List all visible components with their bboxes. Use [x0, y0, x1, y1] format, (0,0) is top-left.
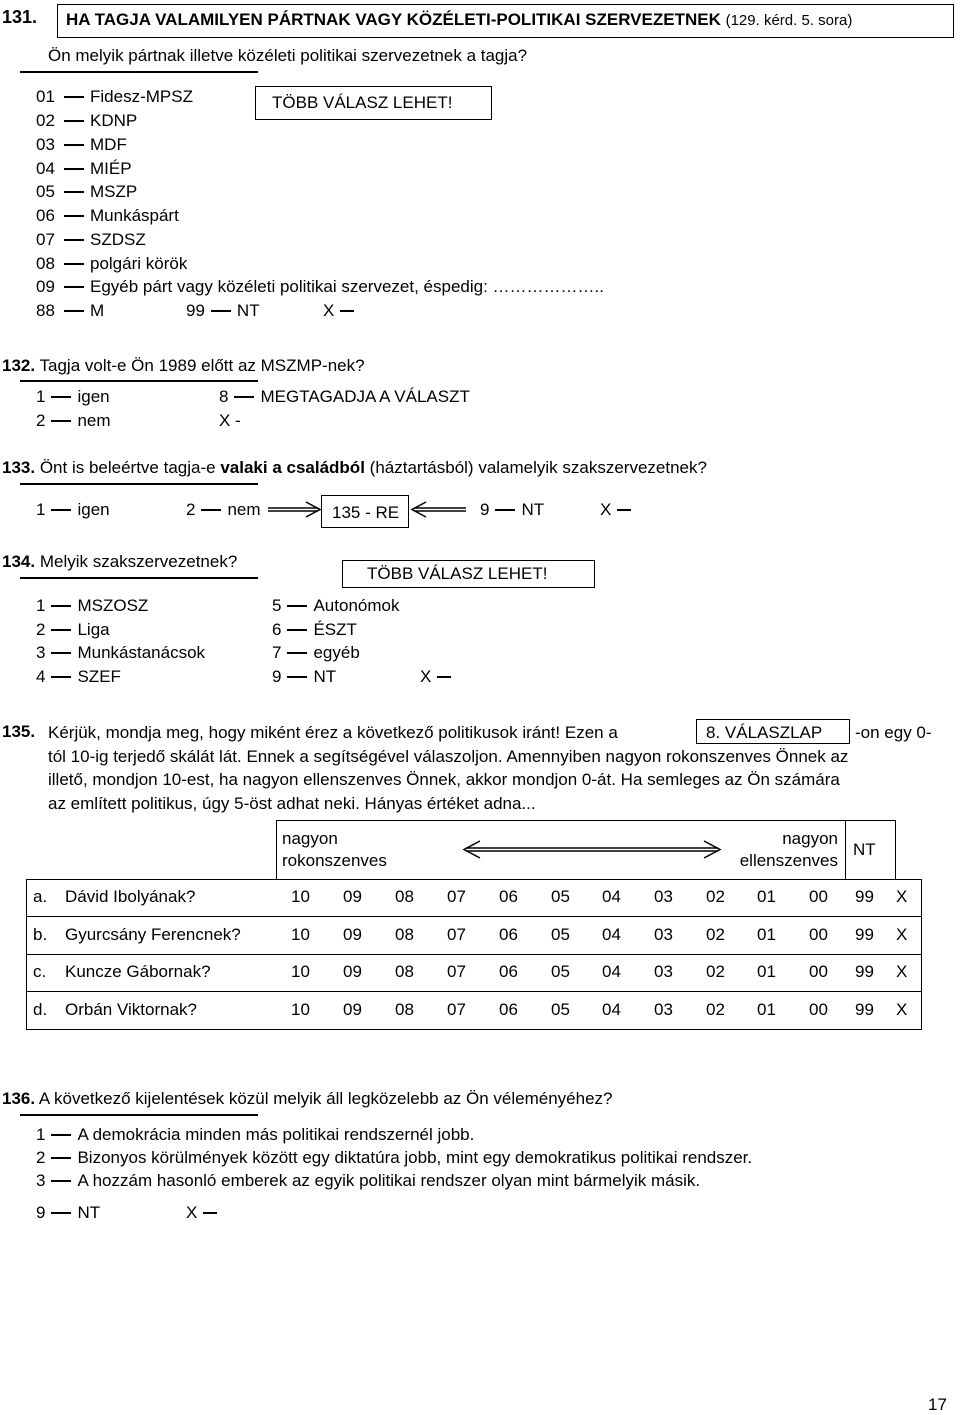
q135-scale-option[interactable]: 02 [706, 962, 725, 981]
q132-option-igen[interactable]: 1 igen [36, 387, 110, 406]
q135-scale-option[interactable]: 05 [551, 887, 570, 906]
q135-scale-option[interactable]: 00 [809, 887, 828, 906]
q131-multi-note: TÖBB VÁLASZ LEHET! [272, 93, 453, 112]
q132-option-nem[interactable]: 2 nem [36, 411, 111, 430]
q135-nt-option[interactable]: 99 [855, 925, 874, 944]
q135-scale-option[interactable]: 03 [654, 925, 673, 944]
q132-question: Tagja volt-e Ön 1989 előtt az MSZMP-nek? [39, 356, 365, 375]
q135-scale-option[interactable]: 05 [551, 1000, 570, 1019]
q135-scale-option[interactable]: 04 [602, 925, 621, 944]
q133-option-nem[interactable]: 2 nem [186, 500, 261, 519]
q136-option-nt[interactable]: 9 NT [36, 1203, 101, 1222]
q135-scale-option[interactable]: 09 [343, 1000, 362, 1019]
q135-x-option[interactable]: X [896, 925, 908, 944]
q135-scale-option[interactable]: 06 [499, 962, 518, 981]
q135-scale-option[interactable]: 08 [395, 1000, 414, 1019]
q134-number: 134. [2, 552, 36, 571]
q135-scale-option[interactable]: 10 [291, 1000, 310, 1019]
q135-scale-option[interactable]: 10 [291, 962, 310, 981]
q135-scale-option[interactable]: 06 [499, 1000, 518, 1019]
q131-option[interactable]: 04 MIÉP [36, 159, 132, 178]
q135-scale-option[interactable]: 01 [757, 887, 776, 906]
arrow-left-icon [410, 500, 466, 520]
q131-option-x[interactable]: X [323, 301, 360, 321]
q136-option[interactable]: 2 Bizonyos körülmények között egy diktatúra jobb, mint egy demokratikus politikai rendszer. [36, 1148, 753, 1167]
q134-option[interactable]: 1 MSZOSZ [36, 596, 149, 615]
q131-title-ref: (129. kérd. 5. sora) [725, 12, 853, 29]
q135-scale-option[interactable]: 07 [447, 962, 466, 981]
q133-underline [20, 483, 258, 485]
q134-line [2, 552, 237, 572]
q135-scale-option[interactable]: 03 [654, 1000, 673, 1019]
q132-option-refuse[interactable]: 8 MEGTAGADJA A VÁLASZT [219, 387, 470, 406]
q136-option[interactable]: 1 A demokrácia minden más politikai rendszernél jobb. [36, 1125, 475, 1144]
q132-line [2, 356, 365, 376]
q131-option[interactable]: 01 Fidesz-MPSZ [36, 87, 193, 106]
q131-option[interactable]: 06 Munkáspárt [36, 206, 179, 225]
q131-option[interactable]: 05 MSZP [36, 182, 138, 201]
q133-number: 133. [2, 458, 36, 477]
q135-scale-option[interactable]: 04 [602, 962, 621, 981]
q134-option[interactable]: 6 ÉSZT [272, 620, 357, 639]
q135-row-name: Dávid Ibolyának? [65, 887, 196, 906]
q131-option[interactable]: 07 SZDSZ [36, 230, 146, 249]
q134-option-x[interactable]: X [420, 667, 457, 687]
q135-nt-header: NT [853, 840, 876, 859]
q131-option[interactable]: 03 MDF [36, 135, 127, 154]
q135-row-letter: b. [33, 925, 48, 944]
q135-scale-option[interactable]: 07 [447, 925, 466, 944]
q135-x-option[interactable]: X [896, 962, 908, 981]
q133-line: 133. Önt is beleértve tagja-e valaki a családból (háztartásból) valamelyik szakszervezetnek? [2, 458, 707, 477]
q135-scale-option[interactable]: 05 [551, 925, 570, 944]
q131-title-bold: HA TAGJA VALAMILYEN PÁRTNAK VAGY KÖZÉLETI-POLITIKAI SZERVEZETNEK [66, 10, 721, 29]
q136-number: 136. [2, 1089, 36, 1108]
q135-row-letter: c. [33, 962, 47, 981]
q135-scale-option[interactable]: 05 [551, 962, 570, 981]
q131-option[interactable]: 09 Egyéb párt vagy közéleti politikai szervezet, éspedig: ……………….. [36, 277, 604, 296]
q134-question: Melyik szakszervezetnek? [39, 552, 238, 571]
q135-row-name: Orbán Viktornak? [65, 1000, 197, 1019]
q135-card-label: 8. VÁLASZLAP [706, 723, 823, 742]
q132-number: 132. [2, 356, 36, 375]
q135-instructions: Kérjük, mondja meg, hogy miként érez a következő politikusok iránt! Ezen a 8. VÁLASZLAP -on egy 0- tól 10-ig terjedő skálát lát. Ennek a segítségével válaszoljon. Amennyiben nagyon rokonszenves Önnek az illető, mondjon 10-est, ha nagyon ellenszenves Önnek, akkor mondjon 0-át. Ha semleges az Ön számára az említett politikus, úgy 5-öst adhat neki. Hányas értéket adna... [48, 721, 948, 815]
q135-scale-option[interactable]: 07 [447, 1000, 466, 1019]
q132-underline [20, 380, 258, 382]
q135-scale-left-label: nagyon rokonszenves [282, 829, 387, 870]
q133-option-x[interactable]: X [600, 500, 637, 520]
q135-scale-option[interactable]: 02 [706, 1000, 725, 1019]
q135-row-letter: d. [33, 1000, 48, 1019]
q135-scale-option[interactable]: 08 [395, 962, 414, 981]
q135-row-letter: a. [33, 887, 48, 906]
q135-scale-option[interactable]: 01 [757, 1000, 776, 1019]
q135-scale-option[interactable]: 09 [343, 887, 362, 906]
q135-nt-option[interactable]: 99 [855, 1000, 874, 1019]
q136-underline [20, 1114, 258, 1116]
q135-scale-option[interactable]: 09 [343, 925, 362, 944]
q135-scale-option[interactable]: 03 [654, 962, 673, 981]
q131-title [66, 10, 852, 30]
q135-scale-option[interactable]: 01 [757, 962, 776, 981]
q134-option[interactable]: 4 SZEF [36, 667, 121, 686]
q131-option-nt[interactable]: 99 NT [186, 301, 260, 320]
page-number: 17 [928, 1395, 947, 1414]
q131-option[interactable]: 02 KDNP [36, 111, 138, 130]
q135-number: 135. [2, 722, 36, 741]
q135-scale-option[interactable]: 00 [809, 1000, 828, 1019]
q135-scale-option[interactable]: 02 [706, 887, 725, 906]
q131-question: Ön melyik pártnak illetve közéleti politikai szervezetnek a tagja? [48, 46, 528, 65]
q134-underline [20, 577, 258, 579]
q135-scale-option[interactable]: 08 [395, 925, 414, 944]
q131-underline [20, 71, 258, 73]
q135-scale-option[interactable]: 04 [602, 887, 621, 906]
q135-scale-option[interactable]: 06 [499, 925, 518, 944]
q134-option[interactable]: 7 egyéb [272, 643, 360, 662]
q133-option-nt[interactable]: 9 NT [480, 500, 545, 519]
q135-scale-option[interactable]: 04 [602, 1000, 621, 1019]
q135-nt-option[interactable]: 99 [855, 962, 874, 981]
q136-question: A következő kijelentések közül melyik áll legközelebb az Ön véleményéhez? [38, 1089, 613, 1108]
q135-x-option[interactable]: X [896, 1000, 908, 1019]
q136-line [2, 1089, 612, 1109]
q133-option-igen[interactable]: 1 igen [36, 500, 110, 519]
q135-row-name: Gyurcsány Ferencnek? [65, 925, 241, 944]
q134-option[interactable]: 5 Autonómok [272, 596, 400, 615]
q135-scale-right-label: nagyon ellenszenves [739, 829, 838, 870]
q134-option[interactable]: 9 NT [272, 667, 337, 686]
q134-option[interactable]: 2 Liga [36, 620, 110, 639]
q135-x-option[interactable]: X [896, 887, 908, 906]
q136-option-x[interactable]: X [186, 1203, 223, 1223]
q135-scale-option[interactable]: 10 [291, 887, 310, 906]
q135-scale-option[interactable]: 06 [499, 887, 518, 906]
q134-multi-note: TÖBB VÁLASZ LEHET! [367, 564, 548, 583]
arrow-right-icon [268, 500, 324, 520]
q133-emphasis: valaki a családból [220, 458, 365, 477]
q133-skip-label: 135 - RE [332, 503, 400, 522]
q134-option[interactable]: 3 Munkástanácsok [36, 643, 206, 662]
q135-row-name: Kuncze Gábornak? [65, 962, 211, 981]
q135-scale-option[interactable]: 00 [809, 962, 828, 981]
q131-option[interactable]: 08 polgári körök [36, 254, 188, 273]
q135-scale-option[interactable]: 09 [343, 962, 362, 981]
q131-number: 131. [2, 7, 38, 27]
double-arrow-icon [462, 838, 722, 860]
q136-option[interactable]: 3 A hozzám hasonló emberek az egyik politikai rendszer olyan mint bármelyik másik. [36, 1171, 701, 1190]
q135-scale-option[interactable]: 00 [809, 925, 828, 944]
q135-scale-option[interactable]: 02 [706, 925, 725, 944]
q135-scale-option[interactable]: 03 [654, 887, 673, 906]
q135-scale-option[interactable]: 07 [447, 887, 466, 906]
q135-scale-option[interactable]: 10 [291, 925, 310, 944]
q135-nt-option[interactable]: 99 [855, 887, 874, 906]
q135-scale-option[interactable]: 08 [395, 887, 414, 906]
q135-scale-option[interactable]: 01 [757, 925, 776, 944]
q132-option-x[interactable]: X - [219, 411, 241, 430]
q131-option-m[interactable]: 88 M [36, 301, 105, 320]
